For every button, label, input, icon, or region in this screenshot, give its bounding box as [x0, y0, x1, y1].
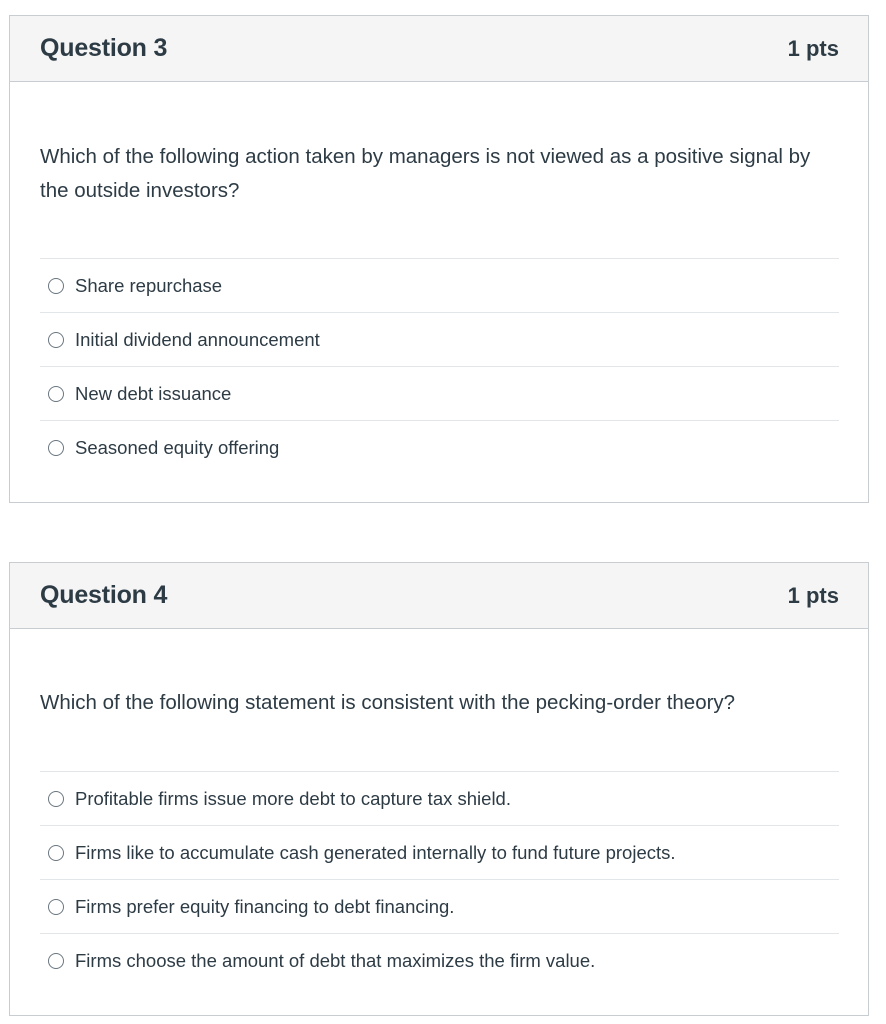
question-body	[10, 82, 868, 474]
answer-label: Firms choose the amount of debt that maximizes the firm value.	[75, 949, 596, 971]
radio-button[interactable]	[48, 332, 64, 348]
question-body	[10, 629, 868, 987]
answer-label: Initial dividend announcement	[75, 328, 320, 350]
question-text: Which of the following statement is consistent with the pecking-order theory?	[40, 691, 736, 714]
answer-option[interactable]	[40, 259, 839, 313]
radio-button[interactable]	[48, 386, 64, 402]
radio-button[interactable]	[48, 791, 64, 807]
answer-option[interactable]	[40, 826, 839, 880]
question-header	[10, 16, 868, 82]
answer-option[interactable]	[40, 421, 839, 474]
question-points: 1 pts	[787, 35, 839, 61]
question-header	[10, 563, 868, 629]
question-4-card	[9, 562, 869, 1016]
radio-button[interactable]	[48, 953, 64, 969]
answer-option[interactable]	[40, 934, 839, 987]
radio-button[interactable]	[48, 440, 64, 456]
question-title: Question 4	[40, 581, 168, 609]
answer-label: Seasoned equity offering	[75, 436, 280, 458]
answer-label: New debt issuance	[75, 382, 232, 404]
question-points: 1 pts	[787, 582, 839, 608]
answer-option[interactable]	[40, 313, 839, 367]
answer-option[interactable]	[40, 772, 839, 826]
question-text: Which of the following action taken by managers is not viewed as a positive signal by the outside investors?	[40, 145, 811, 202]
answer-option[interactable]	[40, 367, 839, 421]
answer-label: Firms like to accumulate cash generated internally to fund future projects.	[75, 841, 676, 863]
question-3-card	[9, 15, 869, 503]
answer-label: Profitable firms issue more debt to capture tax shield.	[75, 787, 511, 809]
answer-label: Share repurchase	[75, 274, 223, 296]
radio-button[interactable]	[48, 899, 64, 915]
answer-list	[40, 771, 839, 987]
answer-label: Firms prefer equity financing to debt financing.	[75, 895, 455, 917]
radio-button[interactable]	[48, 278, 64, 294]
answer-list	[40, 258, 839, 474]
radio-button[interactable]	[48, 845, 64, 861]
answer-option[interactable]	[40, 880, 839, 934]
question-title: Question 3	[40, 34, 168, 62]
